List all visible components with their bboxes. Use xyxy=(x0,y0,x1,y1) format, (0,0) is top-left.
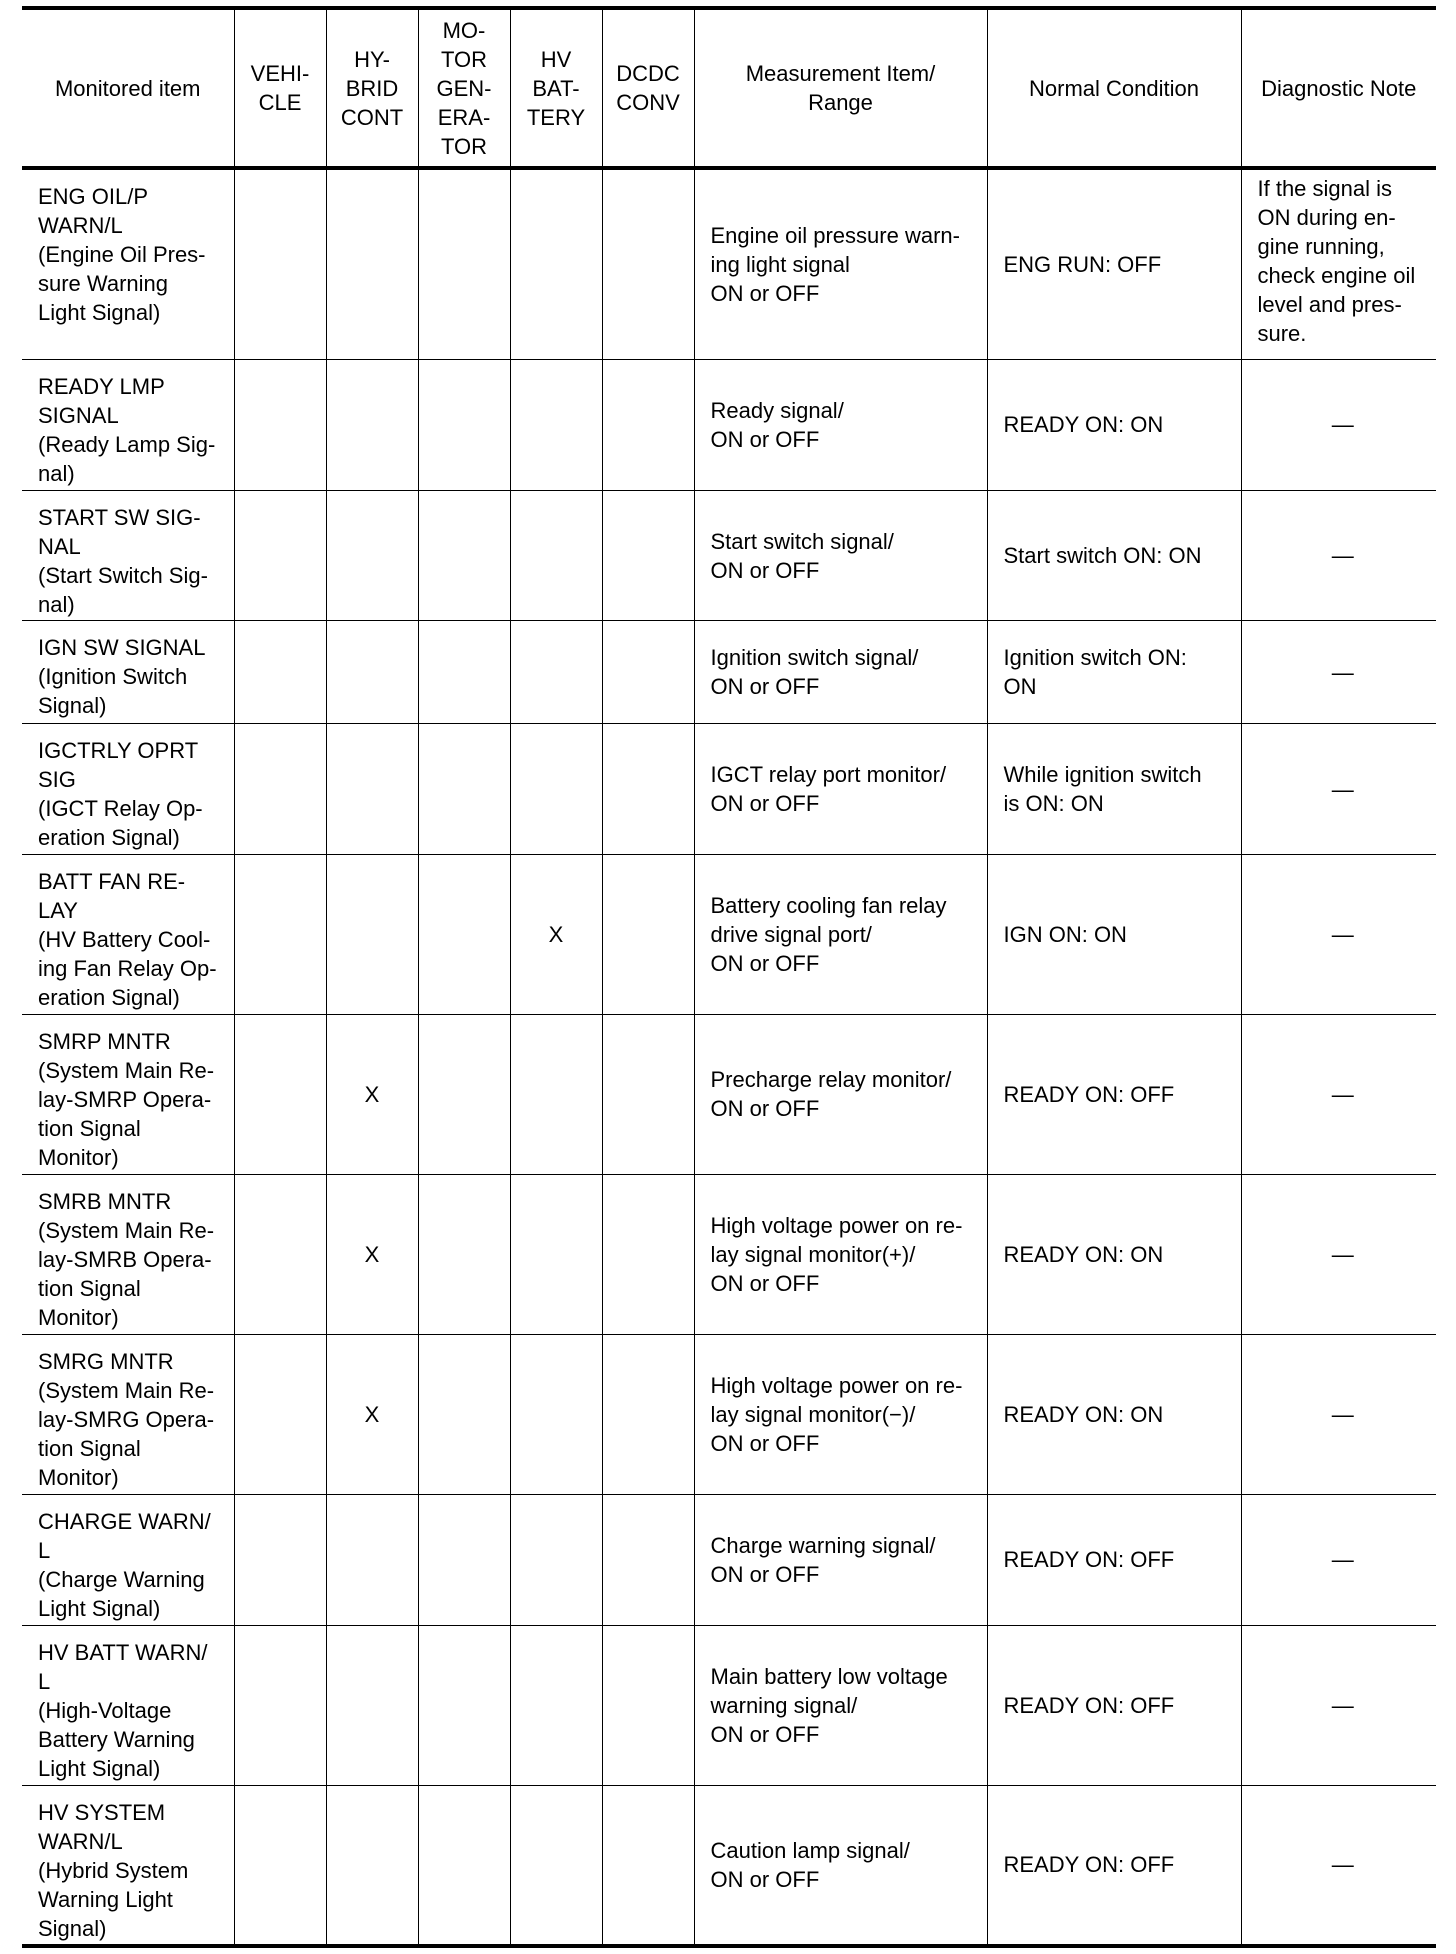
cell-dcdc-conv xyxy=(602,724,694,855)
cell-hybrid-cont xyxy=(326,724,418,855)
cell-motor-generator xyxy=(418,1785,510,1946)
table-row xyxy=(22,621,1436,724)
table-row xyxy=(22,1495,1436,1626)
cell-dcdc-conv xyxy=(602,168,694,359)
cell-motor-generator xyxy=(418,724,510,855)
cell-measurement: Engine oil pressure warn- ing light signal ON or OFF xyxy=(694,168,987,359)
cell-measurement: Start switch signal/ ON or OFF xyxy=(694,490,987,621)
cell-diagnostic-note: — xyxy=(1241,359,1436,490)
cell-vehicle xyxy=(234,1625,326,1785)
header-vehicle: VEHI- CLE xyxy=(234,8,326,168)
header-measurement: Measurement Item/ Range xyxy=(694,8,987,168)
cell-dcdc-conv xyxy=(602,621,694,724)
table-row xyxy=(22,724,1436,855)
cell-normal-condition: READY ON: OFF xyxy=(987,1014,1241,1174)
cell-diagnostic-note: — xyxy=(1241,1495,1436,1626)
cell-vehicle xyxy=(234,1014,326,1174)
cell-motor-generator xyxy=(418,1335,510,1495)
cell-diagnostic-note: — xyxy=(1241,724,1436,855)
cell-vehicle xyxy=(234,1335,326,1495)
cell-monitored-item: HV BATT WARN/ L (High-Voltage Battery Warning Light Signal) xyxy=(22,1625,234,1785)
header-row xyxy=(22,8,1436,168)
cell-hybrid-cont xyxy=(326,490,418,621)
cell-normal-condition: ENG RUN: OFF xyxy=(987,168,1241,359)
cell-vehicle xyxy=(234,1785,326,1946)
table-row xyxy=(22,1014,1436,1174)
cell-normal-condition: READY ON: ON xyxy=(987,1174,1241,1334)
cell-motor-generator xyxy=(418,1014,510,1174)
cell-hybrid-cont xyxy=(326,359,418,490)
table-row xyxy=(22,1335,1436,1495)
cell-motor-generator xyxy=(418,490,510,621)
cell-dcdc-conv xyxy=(602,1495,694,1626)
cell-normal-condition: READY ON: ON xyxy=(987,359,1241,490)
cell-hv-battery xyxy=(510,724,602,855)
cell-hv-battery xyxy=(510,1014,602,1174)
cell-dcdc-conv xyxy=(602,1625,694,1785)
cell-normal-condition: IGN ON: ON xyxy=(987,854,1241,1014)
cell-hv-battery xyxy=(510,1495,602,1626)
cell-hv-battery xyxy=(510,490,602,621)
cell-normal-condition: Start switch ON: ON xyxy=(987,490,1241,621)
monitor-item-table xyxy=(22,6,1436,1948)
cell-vehicle xyxy=(234,1495,326,1626)
cell-normal-condition: READY ON: OFF xyxy=(987,1625,1241,1785)
cell-motor-generator xyxy=(418,1174,510,1334)
cell-hybrid-cont: X xyxy=(326,1174,418,1334)
cell-vehicle xyxy=(234,1174,326,1334)
table-row xyxy=(22,490,1436,621)
cell-diagnostic-note: — xyxy=(1241,1335,1436,1495)
cell-motor-generator xyxy=(418,1625,510,1785)
header-hybrid-cont: HY- BRID CONT xyxy=(326,8,418,168)
cell-hv-battery xyxy=(510,168,602,359)
table-row xyxy=(22,168,1436,359)
cell-motor-generator xyxy=(418,168,510,359)
cell-normal-condition: READY ON: OFF xyxy=(987,1495,1241,1626)
table-row xyxy=(22,1625,1436,1785)
cell-measurement: Charge warning signal/ ON or OFF xyxy=(694,1495,987,1626)
cell-normal-condition: READY ON: ON xyxy=(987,1335,1241,1495)
cell-dcdc-conv xyxy=(602,1014,694,1174)
header-motor-generator: MO- TOR GEN- ERA- TOR xyxy=(418,8,510,168)
cell-measurement: Ignition switch signal/ ON or OFF xyxy=(694,621,987,724)
cell-normal-condition: Ignition switch ON: ON xyxy=(987,621,1241,724)
cell-vehicle xyxy=(234,621,326,724)
cell-diagnostic-note: — xyxy=(1241,854,1436,1014)
cell-diagnostic-note: — xyxy=(1241,1014,1436,1174)
cell-measurement: IGCT relay port monitor/ ON or OFF xyxy=(694,724,987,855)
cell-vehicle xyxy=(234,359,326,490)
cell-measurement: High voltage power on re- lay signal monitor(+)/ ON or OFF xyxy=(694,1174,987,1334)
cell-hv-battery xyxy=(510,621,602,724)
cell-hv-battery xyxy=(510,359,602,490)
cell-vehicle xyxy=(234,854,326,1014)
cell-motor-generator xyxy=(418,1495,510,1626)
cell-dcdc-conv xyxy=(602,1335,694,1495)
cell-measurement: Battery cooling fan relay drive signal port/ ON or OFF xyxy=(694,854,987,1014)
header-normal-condition: Normal Condition xyxy=(987,8,1241,168)
cell-hybrid-cont xyxy=(326,1785,418,1946)
cell-hybrid-cont xyxy=(326,1625,418,1785)
cell-diagnostic-note: — xyxy=(1241,1785,1436,1946)
cell-vehicle xyxy=(234,724,326,855)
cell-hv-battery: X xyxy=(510,854,602,1014)
cell-motor-generator xyxy=(418,359,510,490)
cell-monitored-item: IGCTRLY OPRT SIG (IGCT Relay Op- eration Signal) xyxy=(22,724,234,855)
cell-dcdc-conv xyxy=(602,490,694,621)
cell-motor-generator xyxy=(418,854,510,1014)
cell-hybrid-cont: X xyxy=(326,1335,418,1495)
header-diagnostic-note: Diagnostic Note xyxy=(1241,8,1436,168)
cell-measurement: Main battery low voltage warning signal/ ON or OFF xyxy=(694,1625,987,1785)
cell-diagnostic-note: — xyxy=(1241,490,1436,621)
cell-measurement: Precharge relay monitor/ ON or OFF xyxy=(694,1014,987,1174)
cell-vehicle xyxy=(234,490,326,621)
cell-hybrid-cont xyxy=(326,854,418,1014)
table-row xyxy=(22,854,1436,1014)
cell-hv-battery xyxy=(510,1625,602,1785)
cell-diagnostic-note: If the signal is ON during en- gine running, check engine oil level and pres- sure. xyxy=(1241,168,1436,359)
cell-monitored-item: SMRP MNTR (System Main Re- lay-SMRP Opera- tion Signal Monitor) xyxy=(22,1014,234,1174)
cell-monitored-item: SMRG MNTR (System Main Re- lay-SMRG Opera- tion Signal Monitor) xyxy=(22,1335,234,1495)
cell-hv-battery xyxy=(510,1335,602,1495)
table-row xyxy=(22,1785,1436,1946)
cell-monitored-item: CHARGE WARN/ L (Charge Warning Light Signal) xyxy=(22,1495,234,1626)
cell-vehicle xyxy=(234,168,326,359)
cell-dcdc-conv xyxy=(602,854,694,1014)
cell-hybrid-cont xyxy=(326,168,418,359)
cell-measurement: Caution lamp signal/ ON or OFF xyxy=(694,1785,987,1946)
cell-measurement: Ready signal/ ON or OFF xyxy=(694,359,987,490)
cell-dcdc-conv xyxy=(602,1785,694,1946)
cell-monitored-item: START SW SIG- NAL (Start Switch Sig- nal) xyxy=(22,490,234,621)
cell-monitored-item: HV SYSTEM WARN/L (Hybrid System Warning Light Signal) xyxy=(22,1785,234,1946)
cell-hv-battery xyxy=(510,1174,602,1334)
header-monitored-item: Monitored item xyxy=(22,8,234,168)
cell-diagnostic-note: — xyxy=(1241,1625,1436,1785)
header-hv-battery: HV BAT- TERY xyxy=(510,8,602,168)
cell-hybrid-cont xyxy=(326,621,418,724)
cell-normal-condition: READY ON: OFF xyxy=(987,1785,1241,1946)
cell-hybrid-cont: X xyxy=(326,1014,418,1174)
cell-monitored-item: ENG OIL/P WARN/L (Engine Oil Pres- sure Warning Light Signal) xyxy=(22,168,234,359)
cell-dcdc-conv xyxy=(602,1174,694,1334)
cell-dcdc-conv xyxy=(602,359,694,490)
header-dcdc-conv: DCDC CONV xyxy=(602,8,694,168)
table-row xyxy=(22,359,1436,490)
cell-motor-generator xyxy=(418,621,510,724)
cell-hybrid-cont xyxy=(326,1495,418,1626)
cell-monitored-item: READY LMP SIGNAL (Ready Lamp Sig- nal) xyxy=(22,359,234,490)
cell-monitored-item: IGN SW SIGNAL (Ignition Switch Signal) xyxy=(22,621,234,724)
cell-measurement: High voltage power on re- lay signal monitor(−)/ ON or OFF xyxy=(694,1335,987,1495)
cell-monitored-item: BATT FAN RE- LAY (HV Battery Cool- ing Fan Relay Op- eration Signal) xyxy=(22,854,234,1014)
cell-monitored-item: SMRB MNTR (System Main Re- lay-SMRB Opera- tion Signal Monitor) xyxy=(22,1174,234,1334)
cell-diagnostic-note: — xyxy=(1241,621,1436,724)
cell-normal-condition: While ignition switch is ON: ON xyxy=(987,724,1241,855)
cell-diagnostic-note: — xyxy=(1241,1174,1436,1334)
table-row xyxy=(22,1174,1436,1334)
cell-hv-battery xyxy=(510,1785,602,1946)
